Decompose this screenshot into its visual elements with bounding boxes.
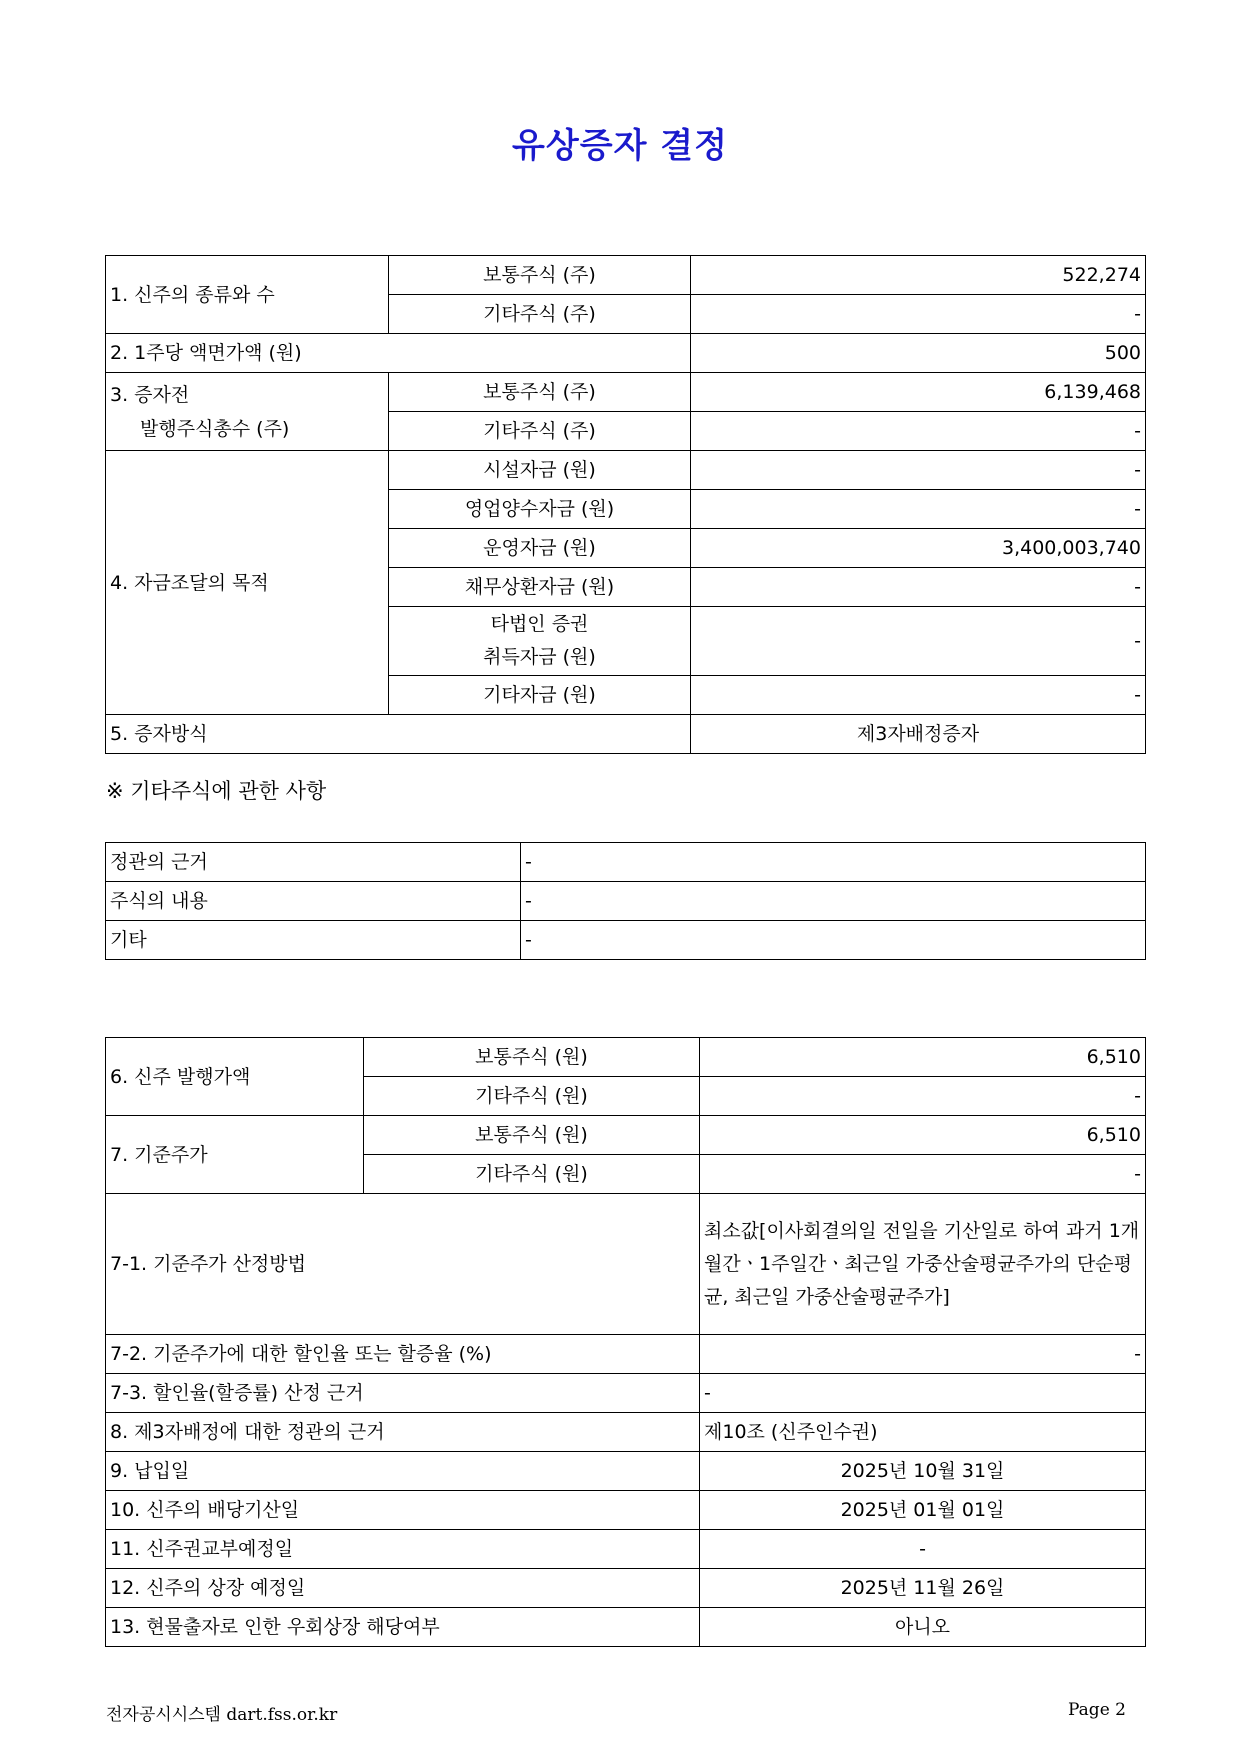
table-row <box>106 921 1146 960</box>
table-row <box>106 1038 1146 1077</box>
sub-label: 운영자금 (원) <box>389 529 691 568</box>
value-cell: - <box>700 1335 1146 1374</box>
sub-label: 시설자금 (원) <box>389 451 691 490</box>
table-row <box>106 1335 1146 1374</box>
value-cell: - <box>691 490 1146 529</box>
sub-label: 채무상환자금 (원) <box>389 568 691 607</box>
value-cell: - <box>691 568 1146 607</box>
value-cell: - <box>521 882 1146 921</box>
value-cell: 제3자배정증자 <box>691 715 1146 754</box>
value-cell: 522,274 <box>691 256 1146 295</box>
table-row <box>106 1530 1146 1569</box>
value-cell: - <box>691 295 1146 334</box>
table-row <box>106 1116 1146 1155</box>
footer-source: 전자공시시스템 dart.fss.or.kr <box>106 1705 338 1725</box>
row-label: 7-2. 기준주가에 대한 할인율 또는 할증율 (%) <box>106 1335 700 1374</box>
value-cell: - <box>700 1155 1146 1194</box>
row-label: 7. 기준주가 <box>106 1116 364 1194</box>
row-label: 4. 자금조달의 목적 <box>106 451 389 715</box>
sub-label: 기타주식 (원) <box>364 1155 700 1194</box>
table-row <box>106 882 1146 921</box>
value-cell: 6,510 <box>700 1116 1146 1155</box>
sub-label: 보통주식 (주) <box>389 373 691 412</box>
sub-label: 보통주식 (원) <box>364 1116 700 1155</box>
value-cell: - <box>691 607 1146 676</box>
row-label: 9. 납입일 <box>106 1452 700 1491</box>
row-label: 10. 신주의 배당기산일 <box>106 1491 700 1530</box>
value-cell: - <box>691 676 1146 715</box>
other-stock-table <box>105 842 1146 960</box>
value-cell: 아니오 <box>700 1608 1146 1647</box>
value-cell: 6,510 <box>700 1038 1146 1077</box>
row-label: 1. 신주의 종류와 수 <box>106 256 389 334</box>
table-row <box>106 843 1146 882</box>
row-label: 12. 신주의 상장 예정일 <box>106 1569 700 1608</box>
value-cell: - <box>700 1077 1146 1116</box>
value-cell: 제10조 (신주인수권) <box>700 1413 1146 1452</box>
value-cell: - <box>700 1530 1146 1569</box>
sub-label: 기타주식 (주) <box>389 295 691 334</box>
row-label: 11. 신주권교부예정일 <box>106 1530 700 1569</box>
row-label-line: 3. 증자전 <box>110 383 190 406</box>
issuance-table-2 <box>105 1037 1146 1647</box>
table-row <box>106 1569 1146 1608</box>
sub-label: 기타주식 (원) <box>364 1077 700 1116</box>
value-cell: 2025년 01월 01일 <box>700 1491 1146 1530</box>
table-row <box>106 1374 1146 1413</box>
sub-label: 영업양수자금 (원) <box>389 490 691 529</box>
value-cell: 2025년 10월 31일 <box>700 1452 1146 1491</box>
sub-label <box>389 607 691 676</box>
row-label: 기타 <box>106 921 521 960</box>
value-cell: 최소값[이사회결의일 전일을 기산일로 하여 과거 1개월간ㆍ1주일간ㆍ최근일 가중산술평균주가의 단순평균, 최근일 가중산술평균주가] <box>700 1194 1146 1335</box>
sub-label-line: 취득자금 (원) <box>483 646 596 668</box>
table-row <box>106 1413 1146 1452</box>
row-label: 8. 제3자배정에 대한 정관의 근거 <box>106 1413 700 1452</box>
table-row <box>106 256 1146 295</box>
value-cell: - <box>521 921 1146 960</box>
sub-label-line: 타법인 증권 <box>490 613 589 635</box>
row-label <box>106 373 389 451</box>
row-label-line: 발행주식총수 (주) <box>140 417 290 440</box>
sub-label: 보통주식 (주) <box>389 256 691 295</box>
table-row <box>106 1491 1146 1530</box>
sub-label: 기타자금 (원) <box>389 676 691 715</box>
value-cell: 2025년 11월 26일 <box>700 1569 1146 1608</box>
table-row <box>106 1452 1146 1491</box>
row-label: 정관의 근거 <box>106 843 521 882</box>
footer-page-number: Page 2 <box>1068 1700 1126 1720</box>
note-heading: ※ 기타주식에 관한 사항 <box>106 779 327 803</box>
row-label: 13. 현물출자로 인한 우회상장 해당여부 <box>106 1608 700 1647</box>
table-row <box>106 373 1146 412</box>
issuance-table-1 <box>105 255 1146 754</box>
row-label: 2. 1주당 액면가액 (원) <box>106 334 691 373</box>
table-row <box>106 715 1146 754</box>
row-label: 7-3. 할인율(할증률) 산정 근거 <box>106 1374 700 1413</box>
table-row <box>106 334 1146 373</box>
page-title: 유상증자 결정 <box>512 126 728 166</box>
row-label: 주식의 내용 <box>106 882 521 921</box>
row-label: 6. 신주 발행가액 <box>106 1038 364 1116</box>
value-cell: 6,139,468 <box>691 373 1146 412</box>
value-cell: 3,400,003,740 <box>691 529 1146 568</box>
value-cell: - <box>700 1374 1146 1413</box>
table-row <box>106 1194 1146 1335</box>
table-row <box>106 451 1146 490</box>
sub-label: 보통주식 (원) <box>364 1038 700 1077</box>
value-cell: - <box>521 843 1146 882</box>
value-cell: - <box>691 412 1146 451</box>
table-row <box>106 1608 1146 1647</box>
value-cell: 500 <box>691 334 1146 373</box>
value-cell: - <box>691 451 1146 490</box>
sub-label: 기타주식 (주) <box>389 412 691 451</box>
row-label: 5. 증자방식 <box>106 715 691 754</box>
row-label: 7-1. 기준주가 산정방법 <box>106 1194 700 1335</box>
